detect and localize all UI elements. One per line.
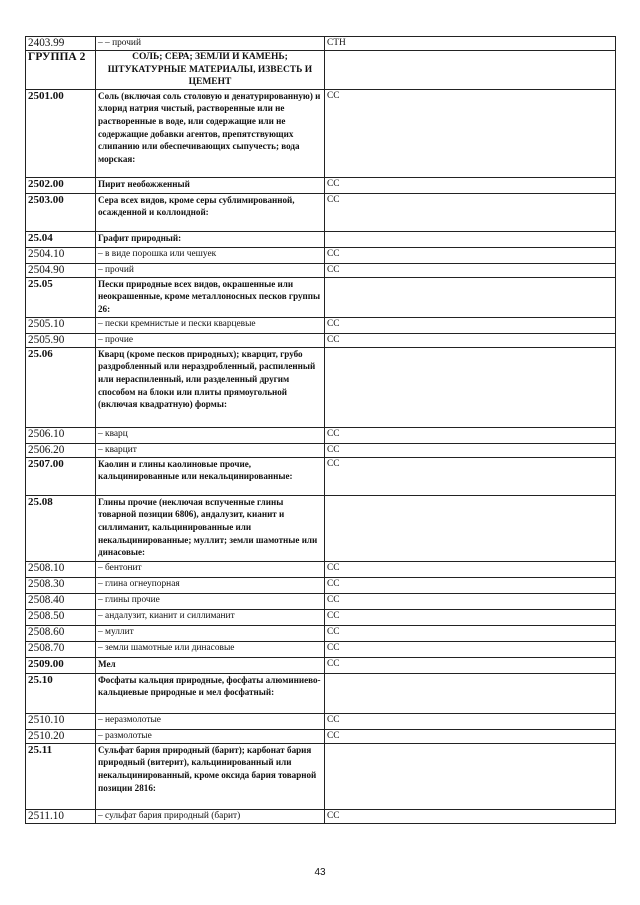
code-cell: 2508.40 <box>26 593 96 609</box>
standard-cell: СС <box>325 317 616 333</box>
code-cell: 2504.10 <box>26 247 96 263</box>
table-row <box>26 641 616 657</box>
code-cell: 2506.20 <box>26 443 96 457</box>
description-cell: Пирит необожженный <box>96 177 325 193</box>
table-row <box>26 561 616 577</box>
code-cell: 2506.10 <box>26 427 96 443</box>
description-cell: Сульфат бария природный (барит); карбонат бария природный (витерит), кальцинированный или некальцинированный, кроме оксида бария товарной позиции 2816: <box>96 743 325 809</box>
table-row <box>26 713 616 729</box>
table-row <box>26 347 616 427</box>
table-row <box>26 263 616 277</box>
code-cell: 2508.50 <box>26 609 96 625</box>
customs-code-table <box>25 36 616 824</box>
standard-cell: СС <box>325 577 616 593</box>
description-cell: – прочий <box>96 263 325 277</box>
standard-cell: СС <box>325 609 616 625</box>
description-cell: Каолин и глины каолиновые прочие, кальцинированные или некальцинированные: <box>96 457 325 495</box>
standard-cell: СС <box>325 625 616 641</box>
description-cell: – андалузит, кианит и силлиманит <box>96 609 325 625</box>
description-cell: – в виде порошка или чешуек <box>96 247 325 263</box>
table-body <box>26 37 616 824</box>
code-cell: 2504.90 <box>26 263 96 277</box>
table-row <box>26 657 616 673</box>
standard-cell <box>325 51 616 90</box>
standard-cell: СС <box>325 641 616 657</box>
table-row <box>26 609 616 625</box>
standard-cell: СС <box>325 561 616 577</box>
code-cell: 25.06 <box>26 347 96 427</box>
description-cell: – бентонит <box>96 561 325 577</box>
code-cell: 25.05 <box>26 277 96 317</box>
standard-cell: СС <box>325 443 616 457</box>
table-row <box>26 317 616 333</box>
description-cell: – земли шамотные или динасовые <box>96 641 325 657</box>
standard-cell: СС <box>325 809 616 823</box>
code-cell: 2510.20 <box>26 729 96 743</box>
standard-cell: СС <box>325 427 616 443</box>
description-cell: – муллит <box>96 625 325 641</box>
table-row <box>26 231 616 247</box>
description-cell: – прочие <box>96 333 325 347</box>
description-cell: Сера всех видов, кроме серы сублимированной, осажденной и коллоидной: <box>96 193 325 231</box>
code-cell: 2508.10 <box>26 561 96 577</box>
code-cell: 2511.10 <box>26 809 96 823</box>
description-cell: Мел <box>96 657 325 673</box>
code-cell: 2508.60 <box>26 625 96 641</box>
description-cell: Кварц (кроме песков природных); кварцит, грубо раздробленный или нераздробленный, распиленный или нераспиленный, или разделенный другим способом на блоки или плиты прямоугольной (включая квадратную) формы: <box>96 347 325 427</box>
description-cell: – глины прочие <box>96 593 325 609</box>
table-row <box>26 443 616 457</box>
standard-cell <box>325 347 616 427</box>
standard-cell: СС <box>325 333 616 347</box>
table-row <box>26 673 616 713</box>
code-cell: 25.04 <box>26 231 96 247</box>
code-cell: 2501.00 <box>26 89 96 177</box>
standard-cell: СС <box>325 177 616 193</box>
table-row <box>26 729 616 743</box>
table-row <box>26 89 616 177</box>
table-row <box>26 333 616 347</box>
table-row <box>26 277 616 317</box>
standard-cell: СС <box>325 729 616 743</box>
description-cell: – неразмолотые <box>96 713 325 729</box>
standard-cell <box>325 231 616 247</box>
code-cell: 2403.99 <box>26 37 96 51</box>
description-cell: – размолотые <box>96 729 325 743</box>
description-cell: – пески кремнистые и пески кварцевые <box>96 317 325 333</box>
standard-cell: СС <box>325 247 616 263</box>
code-cell: 25.11 <box>26 743 96 809</box>
code-cell: 2510.10 <box>26 713 96 729</box>
table-row <box>26 809 616 823</box>
code-cell: 2508.30 <box>26 577 96 593</box>
description-cell: Графит природный: <box>96 231 325 247</box>
table-row <box>26 427 616 443</box>
description-cell: Соль (включая соль столовую и денатурированную) и хлорид натрия чистый, растворенные или не растворенные в воде, или содержащие или не содержащие добавки агентов, препятствующих слипанию или обеспечивающих сыпучесть; вода морская: <box>96 89 325 177</box>
description-cell: Глины прочие (неключая вспученные глины товарной позиции 6806), андалузит, кианит и силлиманит, кальцинированные или некальцинированные; муллит; земли шамотные или динасовые: <box>96 495 325 561</box>
description-cell: – – прочий <box>96 37 325 51</box>
standard-cell: СС <box>325 89 616 177</box>
code-cell: 2503.00 <box>26 193 96 231</box>
description-cell: – кварц <box>96 427 325 443</box>
table-row <box>26 247 616 263</box>
standard-cell <box>325 495 616 561</box>
standard-cell: СС <box>325 657 616 673</box>
code-cell: 2505.10 <box>26 317 96 333</box>
table-row <box>26 495 616 561</box>
code-cell: 2507.00 <box>26 457 96 495</box>
table-row <box>26 177 616 193</box>
table-row <box>26 37 616 51</box>
standard-cell: СС <box>325 193 616 231</box>
standard-cell <box>325 743 616 809</box>
standard-cell <box>325 673 616 713</box>
table-row <box>26 457 616 495</box>
description-cell: Пески природные всех видов, окрашенные или неокрашенные, кроме металлоносных песков группы 26: <box>96 277 325 317</box>
table-row <box>26 577 616 593</box>
group-title-cell: СОЛЬ; СЕРА; ЗЕМЛИ И КАМЕНЬ; ШТУКАТУРНЫЕ МАТЕРИАЛЫ, ИЗВЕСТЬ И ЦЕМЕНТ <box>96 51 325 90</box>
code-cell: 2509.00 <box>26 657 96 673</box>
code-cell: 25.10 <box>26 673 96 713</box>
document-page <box>25 36 615 824</box>
description-cell: Фосфаты кальция природные, фосфаты алюминиево-кальциевые природные и мел фосфатный: <box>96 673 325 713</box>
standard-cell: СС <box>325 713 616 729</box>
code-cell: 2505.90 <box>26 333 96 347</box>
code-cell: 2508.70 <box>26 641 96 657</box>
description-cell: – кварцит <box>96 443 325 457</box>
description-cell: – сульфат бария природный (барит) <box>96 809 325 823</box>
page-number: 43 <box>314 867 326 878</box>
group-code-cell: ГРУППА 2 <box>26 51 96 90</box>
code-cell: 25.08 <box>26 495 96 561</box>
standard-cell: СТН <box>325 37 616 51</box>
group-header-row <box>26 51 616 90</box>
standard-cell: СС <box>325 457 616 495</box>
table-row <box>26 193 616 231</box>
table-row <box>26 593 616 609</box>
standard-cell: СС <box>325 593 616 609</box>
standard-cell: СС <box>325 263 616 277</box>
table-row <box>26 625 616 641</box>
description-cell: – глина огнеупорная <box>96 577 325 593</box>
standard-cell <box>325 277 616 317</box>
table-row <box>26 743 616 809</box>
code-cell: 2502.00 <box>26 177 96 193</box>
